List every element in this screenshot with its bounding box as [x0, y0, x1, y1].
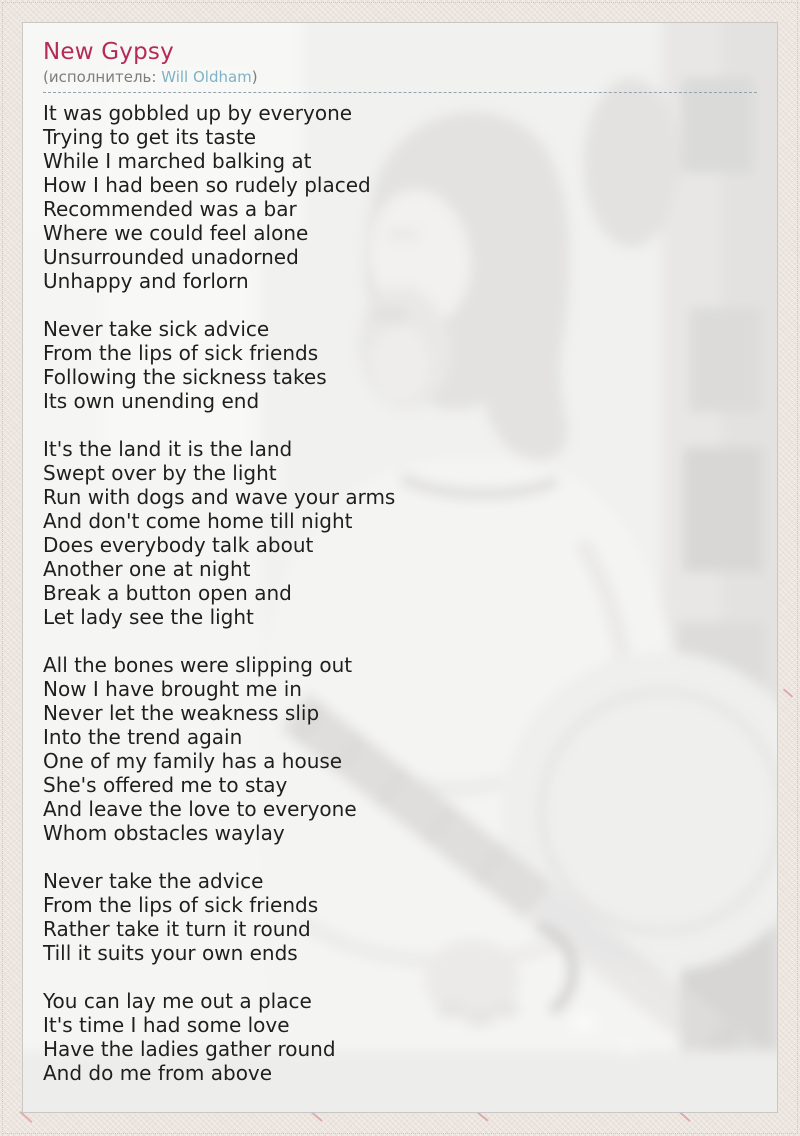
- lyrics-stanza: You can lay me out a place It's time I had some love Have the ladies gather round And do me from above: [43, 989, 336, 1085]
- lyrics-stanza: Never take the advice From the lips of sick friends Rather take it turn it round Till it suits your own ends: [43, 869, 319, 965]
- lyrics-card: [22, 22, 778, 1113]
- artist-label: (исполнитель:: [43, 68, 162, 86]
- artist-line: [43, 67, 757, 93]
- lyrics-stanza: It was gobbled up by everyone Trying to get its taste While I marched balking at How I had been so rudely placed Recommended was a bar Where we could feel alone Unsurrounded unadorned Unhappy and forlorn: [43, 101, 371, 293]
- lyrics-stanza: All the bones were slipping out Now I have brought me in Never let the weakness slip Into the trend again One of my family has a house She's offered me to stay And leave the love to everyone Whom obstacles waylay: [43, 653, 357, 845]
- stitch-mark: [783, 688, 793, 697]
- lyrics-stanza: It's the land it is the land Swept over by the light Run with dogs and wave your arms And don't come home till night Does everybody talk about Another one at night Break a button open and Let lady see the light: [43, 437, 396, 629]
- artist-link[interactable]: Will Oldham: [161, 68, 252, 86]
- page-title: New Gypsy: [43, 39, 174, 65]
- lyrics: [43, 101, 757, 1085]
- artist-label-close: ): [251, 68, 258, 86]
- lyrics-content: [23, 23, 777, 1085]
- lyrics-stanza: Never take sick advice From the lips of sick friends Following the sickness takes Its own unending end: [43, 317, 327, 413]
